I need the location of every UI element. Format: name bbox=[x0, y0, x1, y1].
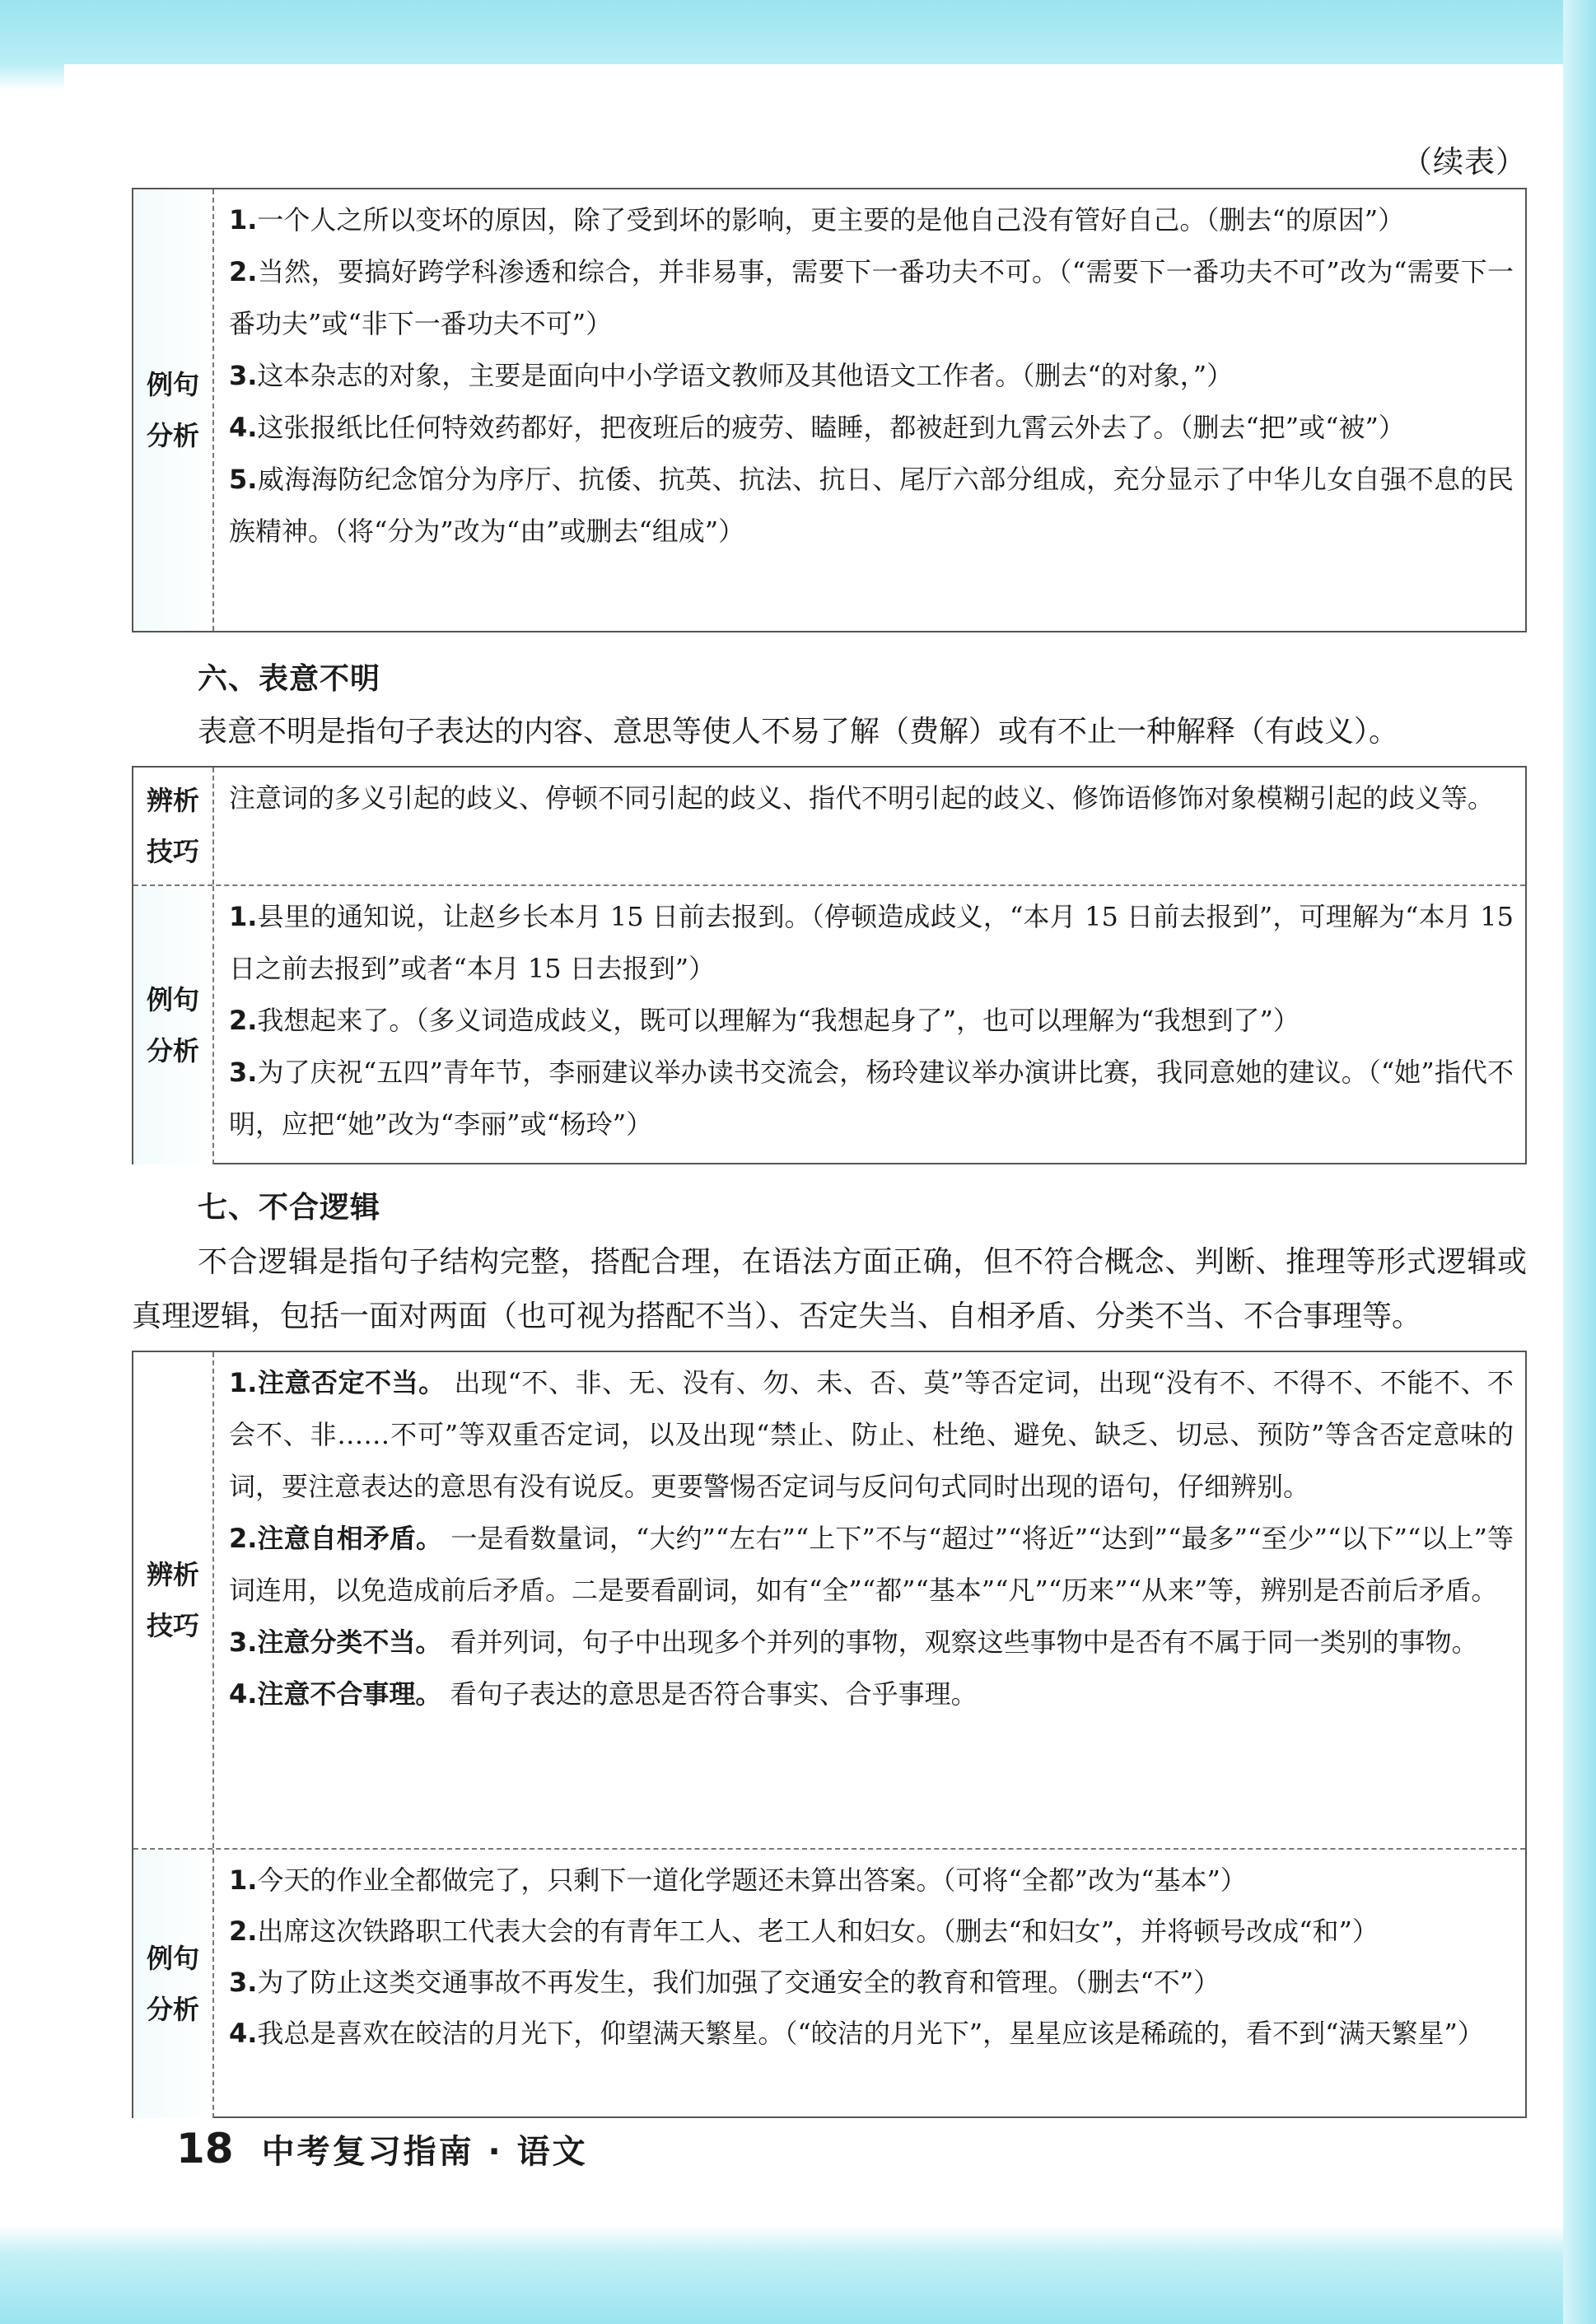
tip-heading: 注意分类不当。 bbox=[257, 1626, 442, 1658]
item-number: 3. bbox=[229, 360, 258, 391]
example-row bbox=[133, 189, 1525, 631]
book-title: 中考复习指南 · 语文 bbox=[261, 2133, 588, 2171]
example-item bbox=[229, 2008, 1514, 2059]
example-row bbox=[133, 1848, 1525, 2118]
tips-label bbox=[133, 1352, 214, 1848]
item-number: 1. bbox=[229, 901, 258, 932]
tip-item bbox=[229, 1617, 1514, 1668]
item-text: 当然，要搞好跨学科渗透和综合，并非易事，需要下一番功夫不可。（“需要下一番功夫不可”改为“需要下一番功夫”或“非下一番功夫不可”） bbox=[229, 256, 1514, 339]
label-line: 分析 bbox=[146, 1035, 199, 1066]
item-number: 1. bbox=[229, 1864, 258, 1896]
item-text: 出现“不、非、无、没有、勿、未、否、莫”等否定词，出现“没有不、不得不、不能不、不会不、非……不可”等双重否定词，以及出现“禁止、防止、杜绝、避免、缺乏、切忌、预防”等含否定意味的词，要注意表达的意思有没有说反。更要警惕否定词与反问句式同时出现的语句，仔细辨别。 bbox=[229, 1367, 1514, 1502]
item-text: 这本杂志的对象，主要是面向中小学语文教师及其他语文工作者。（删去“的对象，”） bbox=[257, 360, 1234, 391]
section-7-intro: 不合逻辑是指句子结构完整，搭配合理，在语法方面正确，但不符合概念、判断、推理等形式逻辑或真理逻辑，包括一面对两面（也可视为搭配不当）、否定失当、自相矛盾、分类不当、不合事理等。 bbox=[132, 1245, 1527, 1333]
example-item bbox=[229, 1906, 1514, 1957]
example-item bbox=[229, 350, 1514, 402]
item-number: 2. bbox=[229, 256, 258, 287]
example-item bbox=[229, 454, 1514, 558]
table-continued bbox=[132, 188, 1527, 632]
example-item bbox=[229, 1957, 1514, 2008]
item-number: 4. bbox=[229, 1678, 258, 1710]
page-footer bbox=[176, 2125, 588, 2172]
item-number: 4. bbox=[229, 412, 258, 443]
item-number: 3. bbox=[229, 1626, 258, 1658]
item-text: 为了防止这类交通事故不再发生，我们加强了交通安全的教育和管理。（删去“不”） bbox=[257, 1967, 1220, 1998]
tips-row bbox=[133, 768, 1525, 884]
item-text: 出席这次铁路职工代表大会的有青年工人、老工人和妇女。（删去“和妇女”，并将顿号改成“和”） bbox=[257, 1916, 1379, 1947]
label-line: 技巧 bbox=[146, 836, 199, 867]
label-line: 技巧 bbox=[146, 1610, 199, 1641]
tip-item bbox=[229, 1357, 1514, 1513]
example-item bbox=[229, 995, 1514, 1047]
label-line: 例句 bbox=[146, 369, 199, 400]
example-label bbox=[133, 1850, 214, 2118]
example-list bbox=[214, 189, 1525, 631]
table-section-7 bbox=[132, 1351, 1527, 2118]
example-item bbox=[229, 246, 1514, 350]
tip-heading: 注意否定不当。 bbox=[257, 1367, 446, 1398]
item-text: 威海海防纪念馆分为序厅、抗倭、抗英、抗法、抗日、尾厅六部分组成，充分显示了中华儿女自强不息的民族精神。（将“分为”改为“由”或删去“组成”） bbox=[229, 464, 1514, 547]
tips-row bbox=[133, 1352, 1525, 1848]
example-item bbox=[229, 402, 1514, 454]
item-number: 5. bbox=[229, 464, 258, 495]
example-list bbox=[214, 886, 1525, 1164]
item-number: 4. bbox=[229, 2018, 258, 2049]
item-text: 看并列词，句子中出现多个并列的事物，观察这些事物中是否有不属于同一类别的事物。 bbox=[450, 1626, 1478, 1658]
page-edge-bottom bbox=[0, 2225, 1596, 2324]
item-text: 看句子表达的意思是否符合事实、合乎事理。 bbox=[450, 1678, 978, 1710]
item-text: 为了庆祝“五四”青年节，李丽建议举办读书交流会，杨玲建议举办演讲比赛，我同意她的建议。（“她”指代不明，应把“她”改为“李丽”或“杨玲”） bbox=[229, 1057, 1514, 1140]
page-edge-right bbox=[1563, 0, 1596, 2324]
label-line: 分析 bbox=[146, 1994, 199, 2025]
continued-note: （续表） bbox=[1402, 144, 1527, 180]
item-number: 1. bbox=[229, 204, 258, 236]
example-label bbox=[133, 886, 214, 1164]
tips-text: 注意词的多义引起的歧义、停顿不同引起的歧义、指代不明引起的歧义、修饰语修饰对象模糊引起的歧义等。 bbox=[229, 782, 1495, 814]
item-text: 一是看数量词，“大约”“左右”“上下”不与“超过”“将近”“达到”“最多”“至少”“以下”“以上”等词连用，以免造成前后矛盾。二是要看副词，如有“全”“都”“基本”“凡”“历来”“从来”等，辨别是否前后矛盾。 bbox=[229, 1523, 1514, 1606]
example-item bbox=[229, 1855, 1514, 1906]
tip-item bbox=[229, 1513, 1514, 1617]
example-label bbox=[133, 189, 214, 631]
item-number: 2. bbox=[229, 1005, 258, 1036]
item-number: 3. bbox=[229, 1967, 258, 1998]
example-item bbox=[229, 194, 1514, 246]
item-text: 这张报纸比任何特效药都好，把夜班后的疲劳、瞌睡，都被赶到九霄云外去了。（删去“把”或“被”） bbox=[257, 412, 1405, 443]
item-text: 今天的作业全都做完了，只剩下一道化学题还未算出答案。（可将“全都”改为“基本”） bbox=[257, 1864, 1247, 1896]
example-row bbox=[133, 884, 1525, 1164]
example-item bbox=[229, 891, 1514, 995]
label-line: 例句 bbox=[146, 984, 199, 1015]
tips-label bbox=[133, 768, 214, 884]
tip-heading: 注意不合事理。 bbox=[257, 1678, 442, 1710]
section-6-intro: 表意不明是指句子表达的内容、意思等使人不易了解（费解）或有不止一种解释（有歧义）。 bbox=[198, 715, 1399, 749]
tip-item bbox=[229, 1668, 1514, 1720]
example-item bbox=[229, 1047, 1514, 1150]
section-6-title: 六、表意不明 bbox=[198, 662, 381, 696]
item-number: 1. bbox=[229, 1367, 258, 1398]
item-text: 县里的通知说，让赵乡长本月 15 日前去报到。（停顿造成歧义，“本月 15 日前去报到”，可理解为“本月 15 日之前去报到”或者“本月 15 日去报到”） bbox=[229, 901, 1514, 984]
section-7-title: 七、不合逻辑 bbox=[198, 1191, 381, 1225]
label-line: 分析 bbox=[146, 420, 199, 451]
label-line: 辨析 bbox=[146, 785, 199, 816]
item-number: 2. bbox=[229, 1916, 258, 1947]
label-line: 例句 bbox=[146, 1943, 199, 1974]
tip-heading: 注意自相矛盾。 bbox=[257, 1523, 443, 1554]
item-number: 2. bbox=[229, 1523, 258, 1554]
table-section-6 bbox=[132, 766, 1527, 1164]
example-list bbox=[214, 1850, 1525, 2118]
item-text: 一个人之所以变坏的原因，除了受到坏的影响，更主要的是他自己没有管好自己。（删去“的原因”） bbox=[257, 204, 1405, 236]
tips-list bbox=[214, 1352, 1525, 1848]
page-number: 18 bbox=[176, 2125, 234, 2172]
label-line: 辨析 bbox=[146, 1559, 199, 1590]
item-text: 我想起来了。（多义词造成歧义，既可以理解为“我想起身了”，也可以理解为“我想到了”） bbox=[257, 1005, 1300, 1036]
tips-content bbox=[214, 768, 1525, 884]
item-number: 3. bbox=[229, 1057, 258, 1088]
item-text: 我总是喜欢在皎洁的月光下，仰望满天繁星。（“皎洁的月光下”，星星应该是稀疏的，看不到“满天繁星”） bbox=[257, 2018, 1484, 2049]
